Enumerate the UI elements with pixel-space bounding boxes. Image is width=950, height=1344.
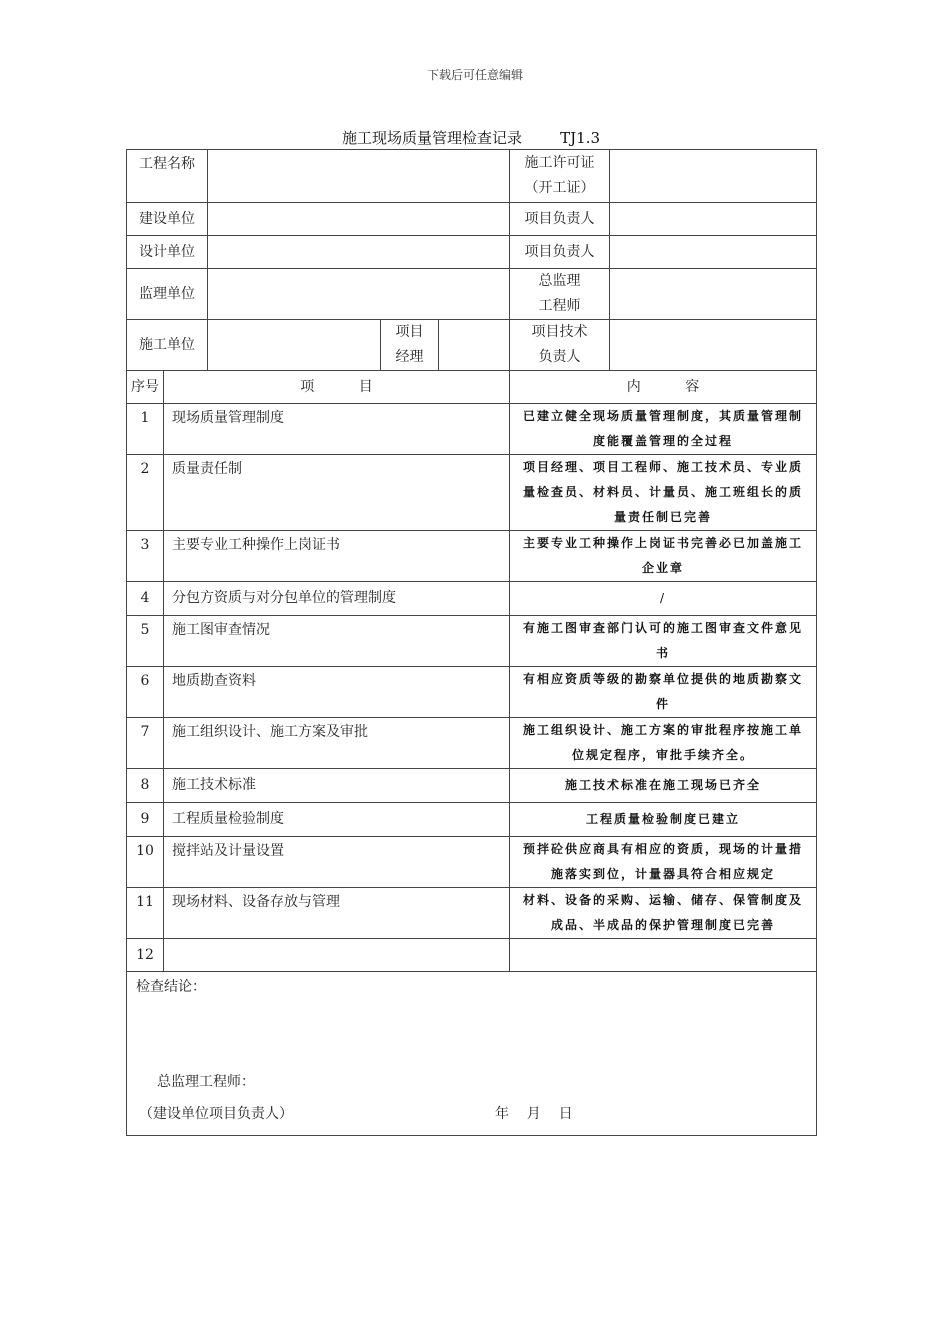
item-content-text: 工程质量检验制度已建立 [586,812,741,826]
item-name[interactable] [164,939,510,972]
signer-sub-label: （建设单位项目负责人） [139,1106,293,1122]
item-content [510,837,817,888]
owner-unit-label: 建设单位 [127,203,208,236]
item-content-text: 有相应资质等级的勘察单位提供的地质勘察文件 [523,672,804,711]
supervision-unit-label: 监理单位 [127,269,208,320]
item-no: 2 [127,455,164,531]
tech-lead-line2: 负责人 [538,349,581,365]
pm-label-line1: 项目 [395,324,424,340]
conclusion-cell[interactable] [127,972,817,1136]
tech-lead-label [510,320,610,371]
item-no: 4 [127,582,164,616]
header-note: 下载后可任意编辑 [426,68,523,82]
item-content-text: 有施工图审查部门认可的施工图审查文件意见书 [523,621,804,660]
column-header-item-text: 项 目 [300,378,373,395]
item-content [510,667,817,718]
permit-field[interactable] [610,150,817,203]
design-pm-label: 项目负责人 [510,236,610,269]
item-content-text: / [659,591,667,605]
pm-field[interactable] [439,320,510,371]
design-pm-field[interactable] [610,236,817,269]
item-content-text: 施工组织设计、施工方案的审批程序按施工单位规定程序，审批手续齐全。 [523,723,804,762]
owner-unit-field[interactable] [208,203,510,236]
item-name: 施工技术标准 [164,769,510,803]
item-content [510,531,817,582]
chief-supervisor-label [510,269,610,320]
project-name-field[interactable] [208,150,510,203]
item-content [510,888,817,939]
item-content[interactable] [510,939,817,972]
item-no: 12 [127,939,164,972]
item-no: 3 [127,531,164,582]
item-no: 11 [127,888,164,939]
item-no: 5 [127,616,164,667]
item-content-text: 主要专业工种操作上岗证书完善必已加盖施工企业章 [523,536,804,575]
inspection-record-table [126,149,817,1136]
design-unit-label: 设计单位 [127,236,208,269]
item-no: 9 [127,803,164,837]
item-no: 6 [127,667,164,718]
page-title: 施工现场质量管理检查记录 TJ1.3 [341,129,601,147]
chief-supervisor-line2: 工程师 [538,298,581,314]
chief-supervisor-line1: 总监理 [538,273,581,289]
permit-label-line2: （开工证） [524,180,595,196]
item-name: 质量责任制 [164,455,510,531]
item-no: 7 [127,718,164,769]
item-content [510,582,817,616]
contractor-unit-label: 施工单位 [127,320,208,371]
contractor-unit-field[interactable] [208,320,381,371]
project-name-label: 工程名称 [127,150,208,203]
item-no: 8 [127,769,164,803]
owner-pm-label: 项目负责人 [510,203,610,236]
item-content [510,616,817,667]
item-content [510,718,817,769]
permit-label [510,150,610,203]
column-header-item [164,371,510,404]
item-content-text: 施工技术标准在施工现场已齐全 [565,778,762,792]
item-content-text: 已建立健全现场质量管理制度，其质量管理制度能覆盖管理的全过程 [523,409,804,448]
column-header-no: 序号 [127,371,164,404]
item-name: 现场材料、设备存放与管理 [164,888,510,939]
item-content-text: 预拌砼供应商具有相应的资质，现场的计量措施落实到位，计量器具符合相应规定 [523,842,804,881]
item-content [510,769,817,803]
tech-lead-line1: 项目技术 [531,324,588,340]
item-name: 施工组织设计、施工方案及审批 [164,718,510,769]
item-no: 10 [127,837,164,888]
pm-label [381,320,439,371]
pm-label-line2: 经理 [395,349,424,365]
signer-label: 总监理工程师： [157,1074,255,1090]
item-no: 1 [127,404,164,455]
item-content-text: 材料、设备的采购、运输、储存、保管制度及成品、半成品的保护管理制度已完善 [523,893,804,932]
item-name: 工程质量检验制度 [164,803,510,837]
chief-supervisor-field[interactable] [610,269,817,320]
supervision-unit-field[interactable] [208,269,510,320]
column-header-content-text: 内 容 [626,378,700,395]
item-name: 分包方资质与对分包单位的管理制度 [164,582,510,616]
item-content [510,455,817,531]
date-label: 年 月 日 [495,1106,573,1122]
item-content [510,803,817,837]
item-name: 主要专业工种操作上岗证书 [164,531,510,582]
conclusion-label: 检查结论： [136,979,206,995]
permit-label-line1: 施工许可证 [524,155,595,171]
design-unit-field[interactable] [208,236,510,269]
item-name: 搅拌站及计量设置 [164,837,510,888]
item-name: 施工图审查情况 [164,616,510,667]
item-content [510,404,817,455]
item-name: 现场质量管理制度 [164,404,510,455]
item-content-text: 项目经理、项目工程师、施工技术员、专业质量检查员、材料员、计量员、施工班组长的质量责任制已完善 [523,460,804,524]
owner-pm-field[interactable] [610,203,817,236]
item-name: 地质勘查资料 [164,667,510,718]
column-header-content [510,371,817,404]
tech-lead-field[interactable] [610,320,817,371]
